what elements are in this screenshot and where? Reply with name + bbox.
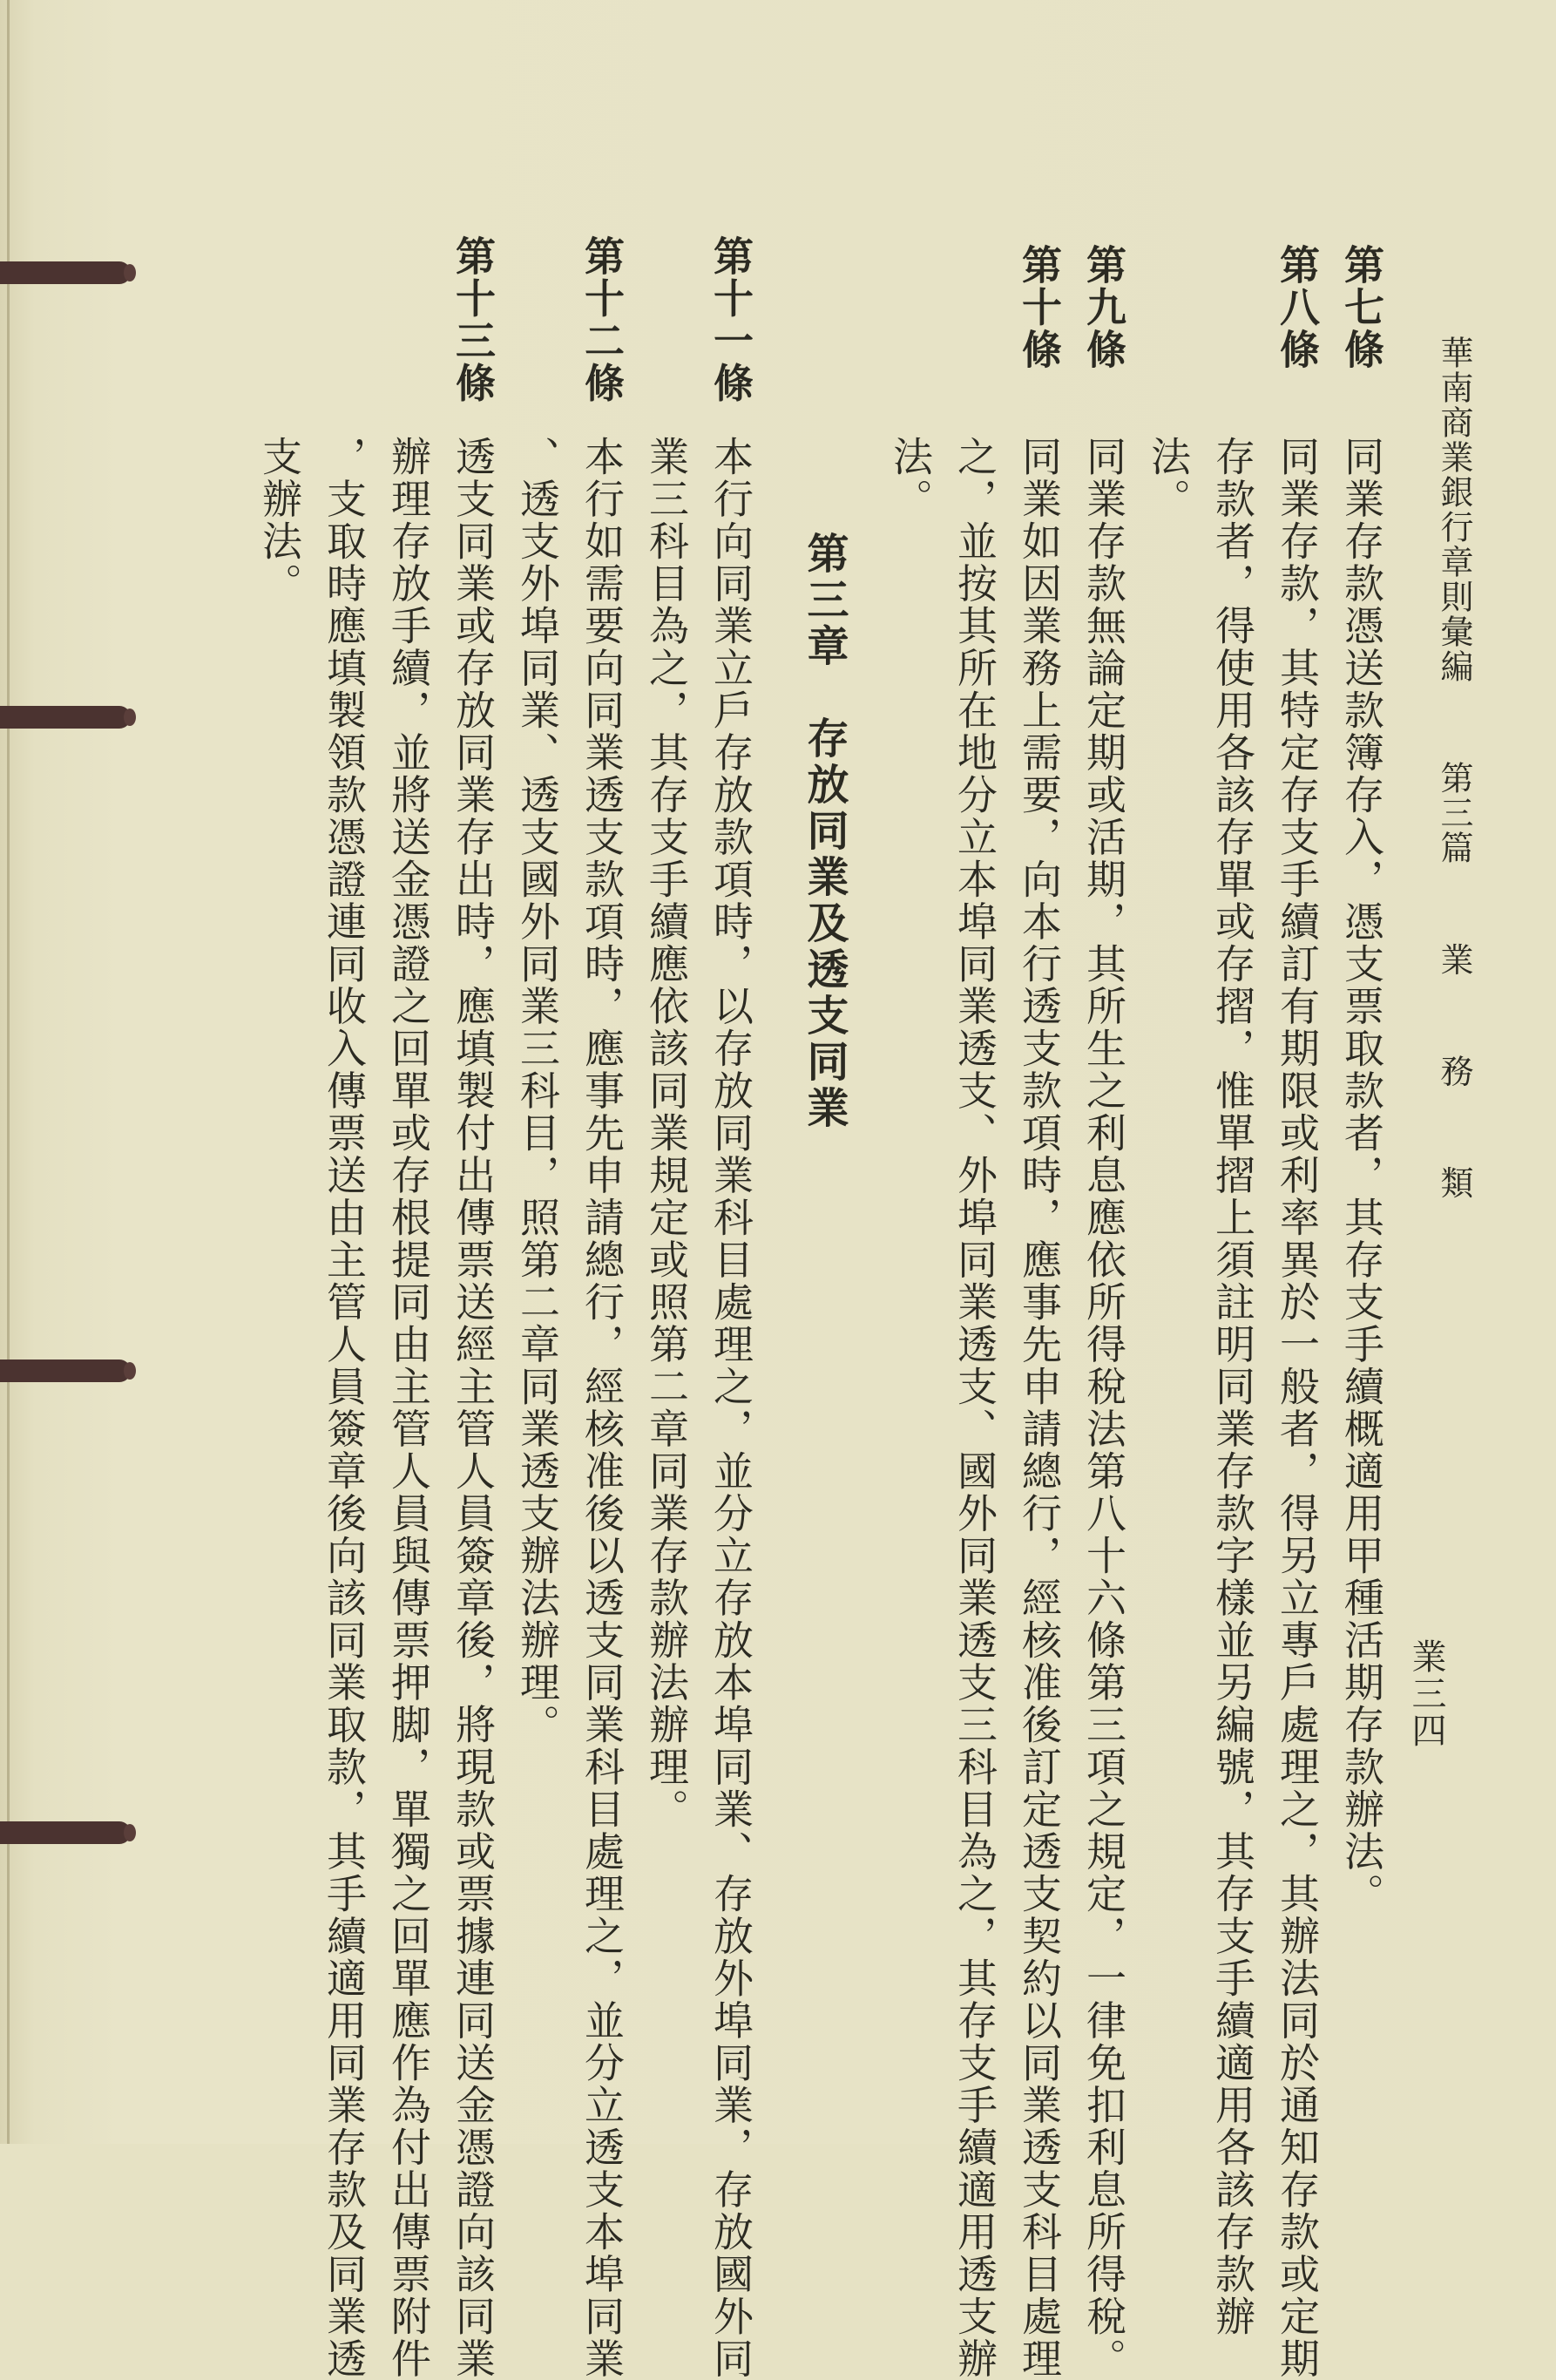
category-char-2: 務: [1435, 1054, 1473, 1089]
binding-thread: [0, 261, 131, 284]
article-text: ，支取時應填製領款憑證連同收入傳票送由主管人員簽章後向該同業取款，其手續適用同業存款及同業透: [321, 436, 368, 2380]
article-label: 第十二條: [578, 235, 626, 404]
section-title: 第三篇: [1435, 761, 1473, 866]
binding-thread: [0, 706, 131, 729]
book-title: 華南商業銀行章則彙編: [1435, 336, 1473, 684]
article-text: 本行如需要向同業透支款項時，應事先申請總行，經核准後以透支同業科目處理之，並分立透支本埠同業: [578, 436, 626, 2380]
article-label: 第十三條: [450, 235, 497, 404]
article-text: 之，並按其所在地分立本埠同業透支、外埠同業透支、國外同業透支三科目為之，其存支手續適用透支辦: [951, 436, 998, 2380]
article-text: 透支同業或存放同業存出時，應填製付出傳票送經主管人員簽章後，將現款或票據連同送金憑證向該同業: [450, 436, 497, 2380]
article-label: 第十條: [1016, 244, 1063, 371]
binding-thread: [0, 1821, 131, 1844]
article-text: 同業存款憑送款簿存入，憑支票取款者，其存支手續概適用甲種活期存款辦法。: [1338, 436, 1385, 1916]
binding-thread: [0, 1360, 131, 1382]
article-label: 第十一條: [707, 235, 754, 404]
category-char-1: 業: [1435, 942, 1473, 978]
article-label: 第八條: [1274, 244, 1321, 371]
article-text: 同業如因業務上需要，向本行透支款項時，應事先申請總行，經核准後訂定透支契約以同業透支科目處理: [1016, 436, 1063, 2380]
article-text: 本行向同業立戶存放款項時，以存放同業科目處理之，並分立存放本埠同業、存放外埠同業，存放國外同: [707, 436, 754, 2380]
article-text: 同業存款，其特定存支手續訂有期限或利率異於一般者，得另立專戶處理之，其辦法同於通知存款或定期: [1274, 436, 1321, 2380]
page-number: 業三四: [1406, 1638, 1446, 1750]
article-text: 法。: [887, 436, 934, 520]
article-text: 存款者，得使用各該存單或存摺，惟單摺上須註明同業存款字樣並另編號，其存支手續適用各該存款辦: [1209, 436, 1256, 2338]
category-char-3: 類: [1435, 1165, 1473, 1201]
article-text: 支辦法。: [256, 436, 303, 605]
article-text: 業三科目為之，其存支手續應依該同業規定或照第二章同業存款辦法辦理。: [643, 436, 690, 1831]
chapter-title: 第三章 存放同業及透支同業: [800, 532, 849, 1132]
article-label: 第七條: [1338, 244, 1385, 371]
article-text: 辦理存放手續，並將送金憑證之回單或存根提同由主管人員與傳票押脚，單獨之回單應作為付出傳票附件: [385, 436, 432, 2380]
article-text: 同業存款無論定期或活期，其所生之利息應依所得稅法第八十六條第三項之規定，一律免扣利息所得稅。: [1080, 436, 1127, 2380]
article-text: 、透支外埠同業、透支國外同業三科目，照第二章同業透支辦法辦理。: [514, 436, 561, 1746]
running-header: [1435, 336, 1473, 1201]
article-text: 法。: [1145, 436, 1192, 520]
article-label: 第九條: [1080, 244, 1127, 371]
